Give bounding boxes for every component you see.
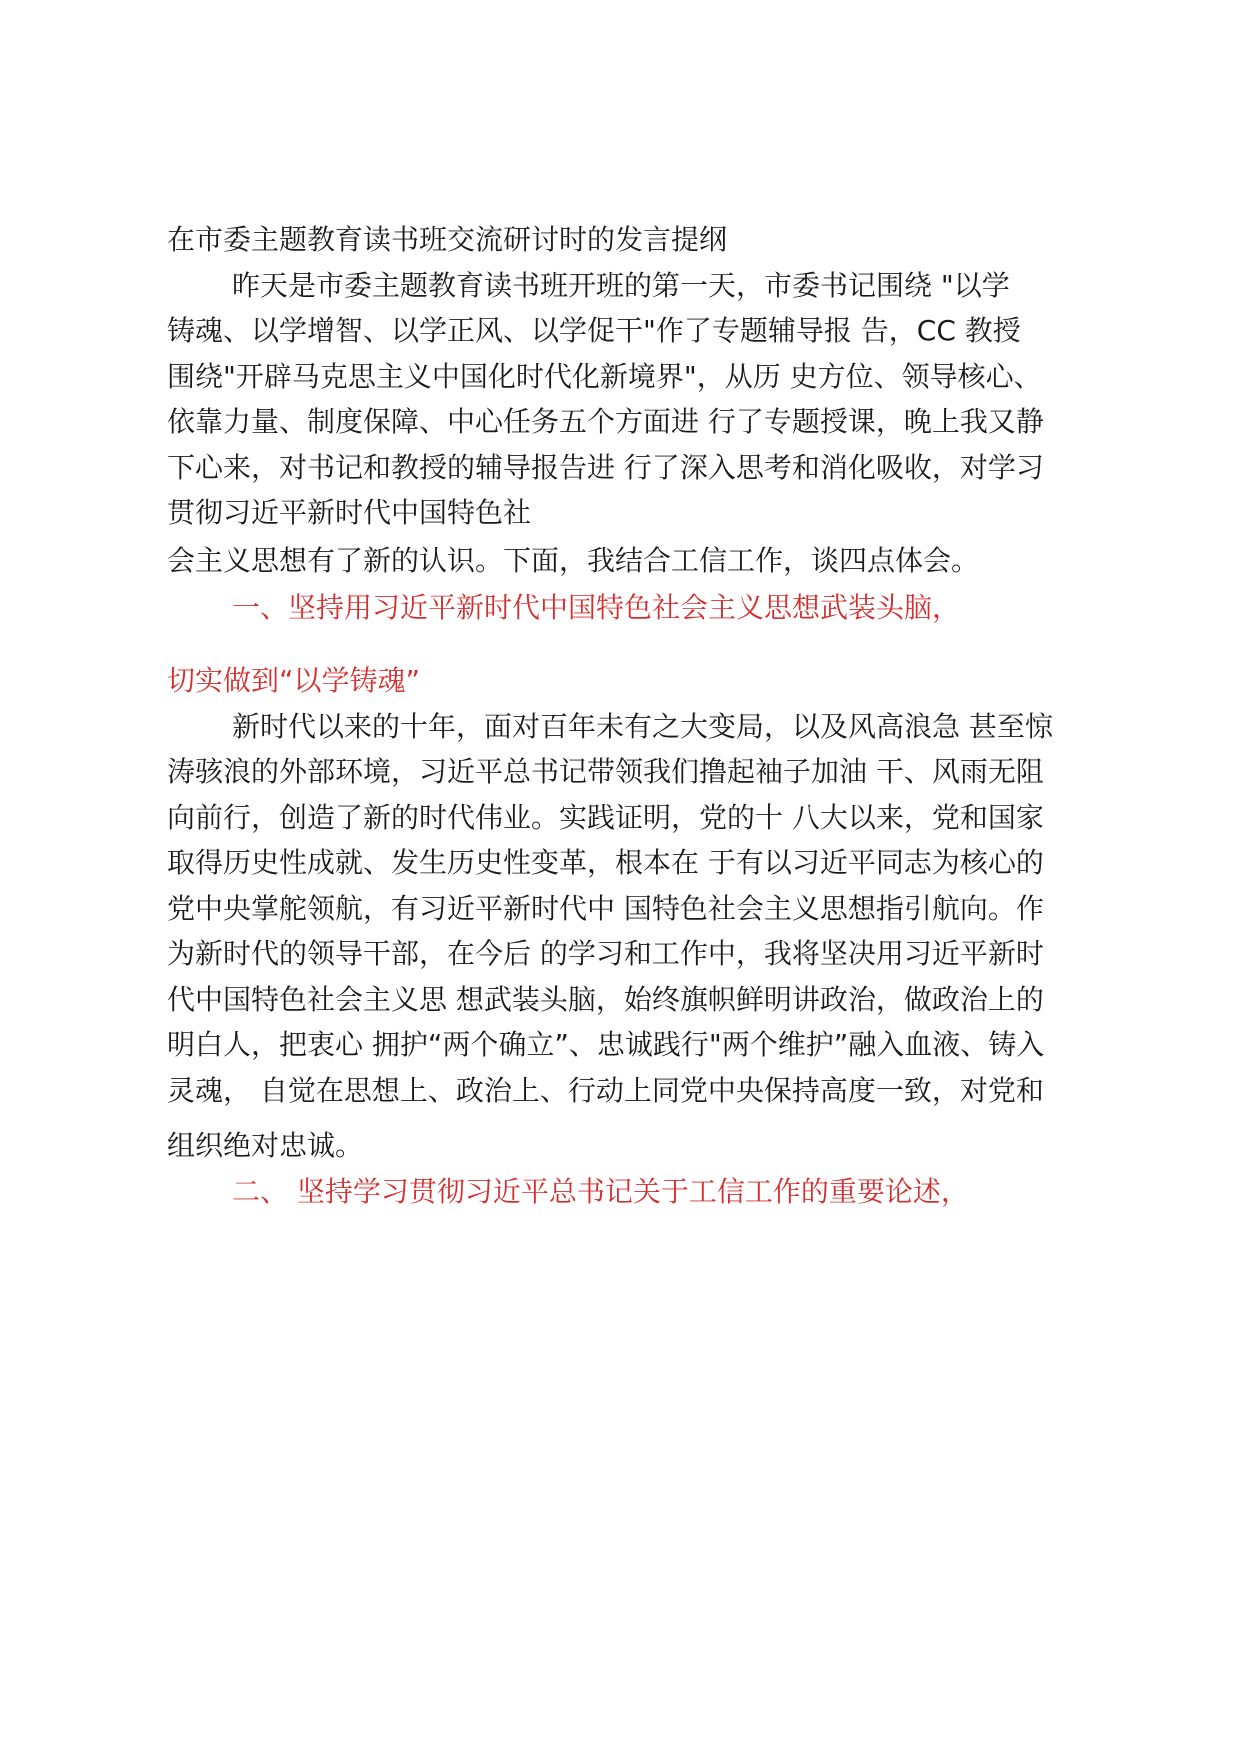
paragraph-line: 下心来，对书记和教授的辅导报告进 行了深入思考和消化吸收，对学习 (167, 451, 1044, 484)
paragraph-line: 组织绝对忠诚。 (167, 1129, 364, 1162)
document-title: 在市委主题教育读书班交流研讨时的发言提纲 (167, 223, 728, 256)
paragraph-line: 铸魂、以学增智、以学正风、以学促干"作了专题辅导报 告，CC 教授 (167, 314, 1021, 347)
section-heading-1-continued: 切实做到“以学铸魂” (167, 664, 421, 697)
paragraph-line: 围绕"开辟马克思主义中国化时代化新境界"，从历 史方位、领导核心、 (167, 360, 1042, 393)
paragraph-line: 会主义思想有了新的认识。下面，我结合工信工作，谈四点体会。 (167, 544, 980, 577)
paragraph-line: 新时代以来的十年，面对百年未有之大变局，以及风高浪急 甚至惊 (232, 710, 1053, 743)
section-heading-2: 二、 坚持学习贯彻习近平总书记关于工信工作的重要论述， (232, 1175, 969, 1208)
section-heading-1: 一、坚持用习近平新时代中国特色社会主义思想武装头脑， (232, 591, 961, 624)
paragraph-line: 取得历史性成就、发生历史性变革，根本在 于有以习近平同志为核心的 (167, 846, 1044, 879)
paragraph-line: 涛骇浪的外部环境，习近平总书记带领我们撸起袖子加油 干、风雨无阻 (167, 755, 1044, 788)
paragraph-line: 依靠力量、制度保障、中心任务五个方面进 行了专题授课，晚上我又静 (167, 405, 1044, 438)
paragraph-line: 贯彻习近平新时代中国特色社 (167, 496, 532, 529)
paragraph-line: 向前行，创造了新的时代伟业。实践证明，党的十 八大以来，党和国家 (167, 801, 1044, 834)
paragraph-line: 为新时代的领导干部，在今后 的学习和工作中，我将坚决用习近平新时 (167, 937, 1044, 970)
paragraph-line: 代中国特色社会主义思 想武装头脑，始终旗帜鲜明讲政治，做政治上的 (167, 983, 1044, 1016)
paragraph-line: 昨天是市委主题教育读书班开班的第一天，市委书记围绕 "以学 (232, 269, 1010, 302)
paragraph-line: 明白人，把衷心 拥护“两个确立”、忠诚践行"两个维护”融入血液、铸入 (167, 1028, 1045, 1061)
paragraph-line: 灵魂， 自觉在思想上、政治上、行动上同党中央保持高度一致，对党和 (167, 1074, 1044, 1107)
paragraph-line: 党中央掌舵领航，有习近平新时代中 国特色社会主义思想指引航向。作 (167, 892, 1044, 925)
